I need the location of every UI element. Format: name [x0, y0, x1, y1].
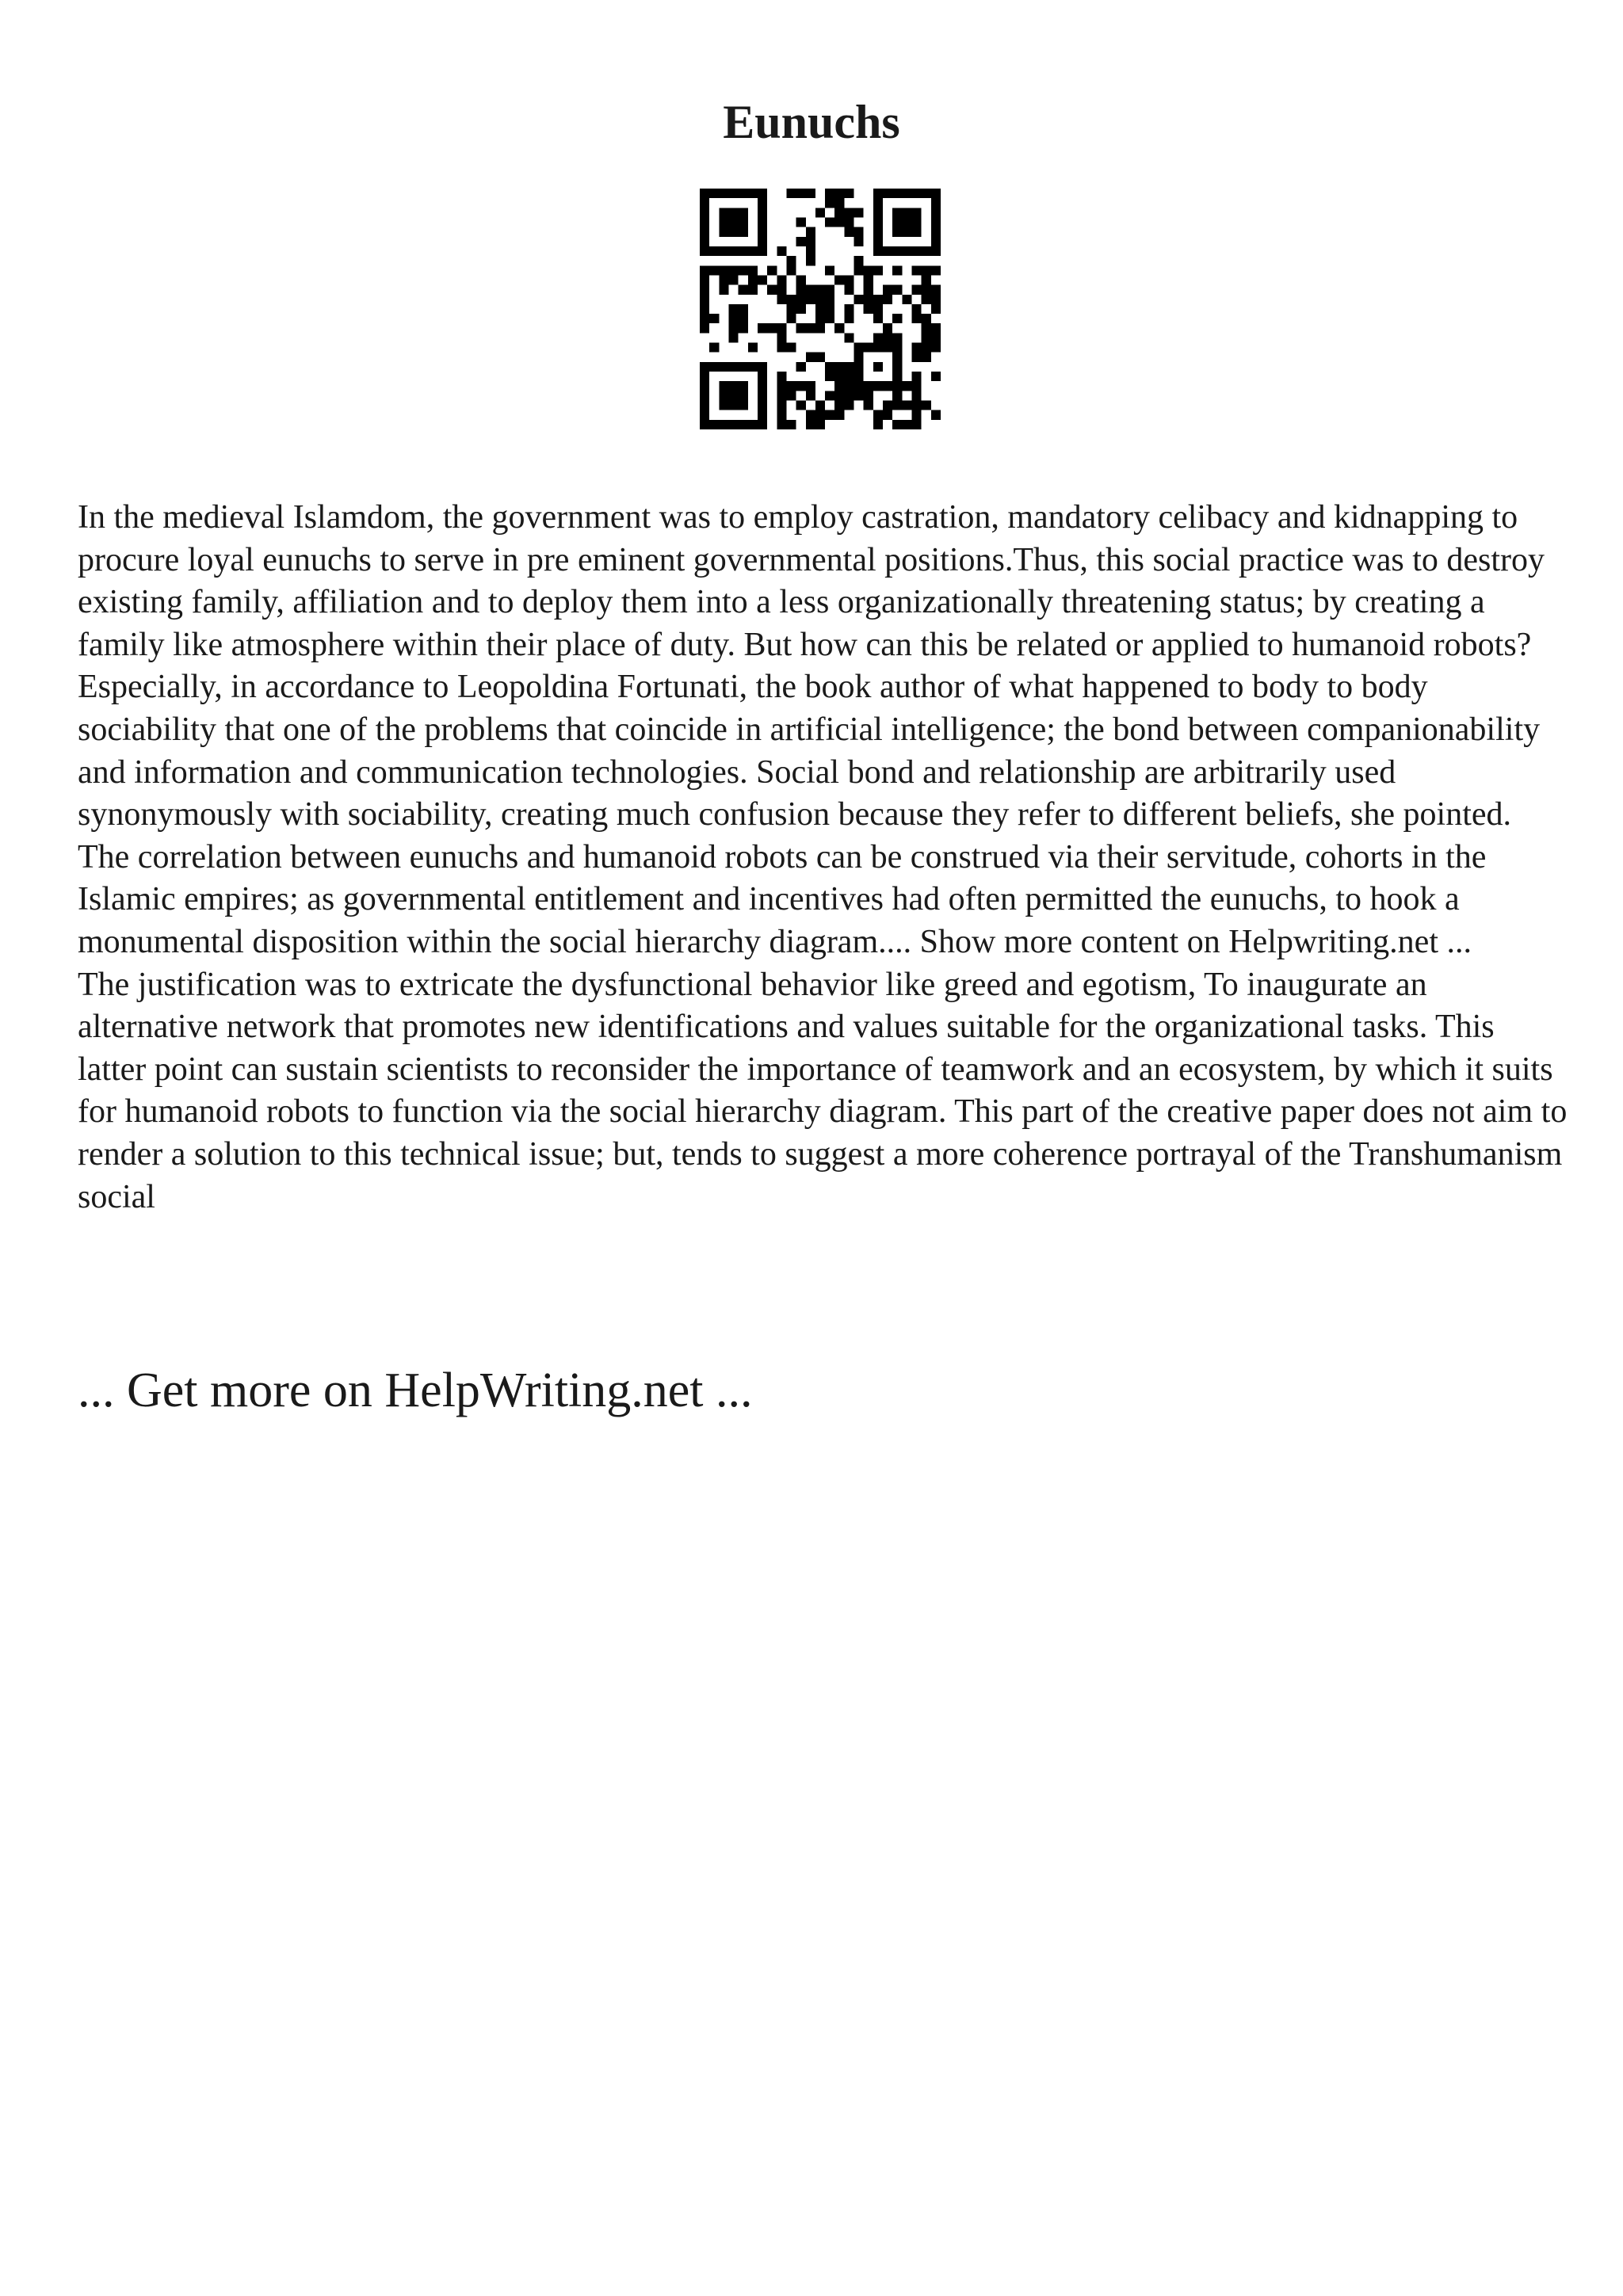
paragraph-2: The justification was to extricate the dysfunctional behavior like greed and egotism, To inaugurate an alternative network that promotes new identifications and values suitable for the organizational tasks. This latter point can sustain scientists to reconsider the importance of teamwork and an ecosystem, by which it suits for humanoid robots to function via the social hierarchy diagram. This part of the creative paper does not aim to render a solution to this technical issue; but, tends to suggest a more coherence portrayal of the Transhumanism social [78, 966, 1568, 1215]
qr-code-graphic [700, 189, 941, 429]
article-body [78, 497, 1568, 1219]
qr-code-icon[interactable] [700, 189, 941, 429]
paragraph-1: In the medieval Islamdom, the government was to employ castration, mandatory celibacy and kidnapping to procure loyal eunuchs to serve in pre eminent governmental positions.Thus, this social practice was to destroy existing family, affiliation and to deploy them into a less organizationally threatening status; by creating a family like atmosphere within their place of duty. But how can this be related or applied to humanoid robots? Especially, in accordance to Leopoldina Fortunati, the book author of what happened to body to body sociability that one of the problems that coincide in artificial intelligence; the bond between companionability and information and communication technologies. Social bond and relationship are arbitrarily used synonymously with sociability, creating much confusion because they refer to different beliefs, she pointed. The correlation between eunuchs and humanoid robots can be construed via their servitude, cohorts in the Islamic empires; as governmental entitlement and incentives had often permitted the eunuchs, to hook a monumental disposition within the social hierarchy diagram.... Show more content on Helpwriting.net ... [78, 499, 1545, 960]
page-title: Eunuchs [723, 96, 900, 148]
get-more-link[interactable]: ... Get more on HelpWriting.net ... [78, 1363, 753, 1417]
